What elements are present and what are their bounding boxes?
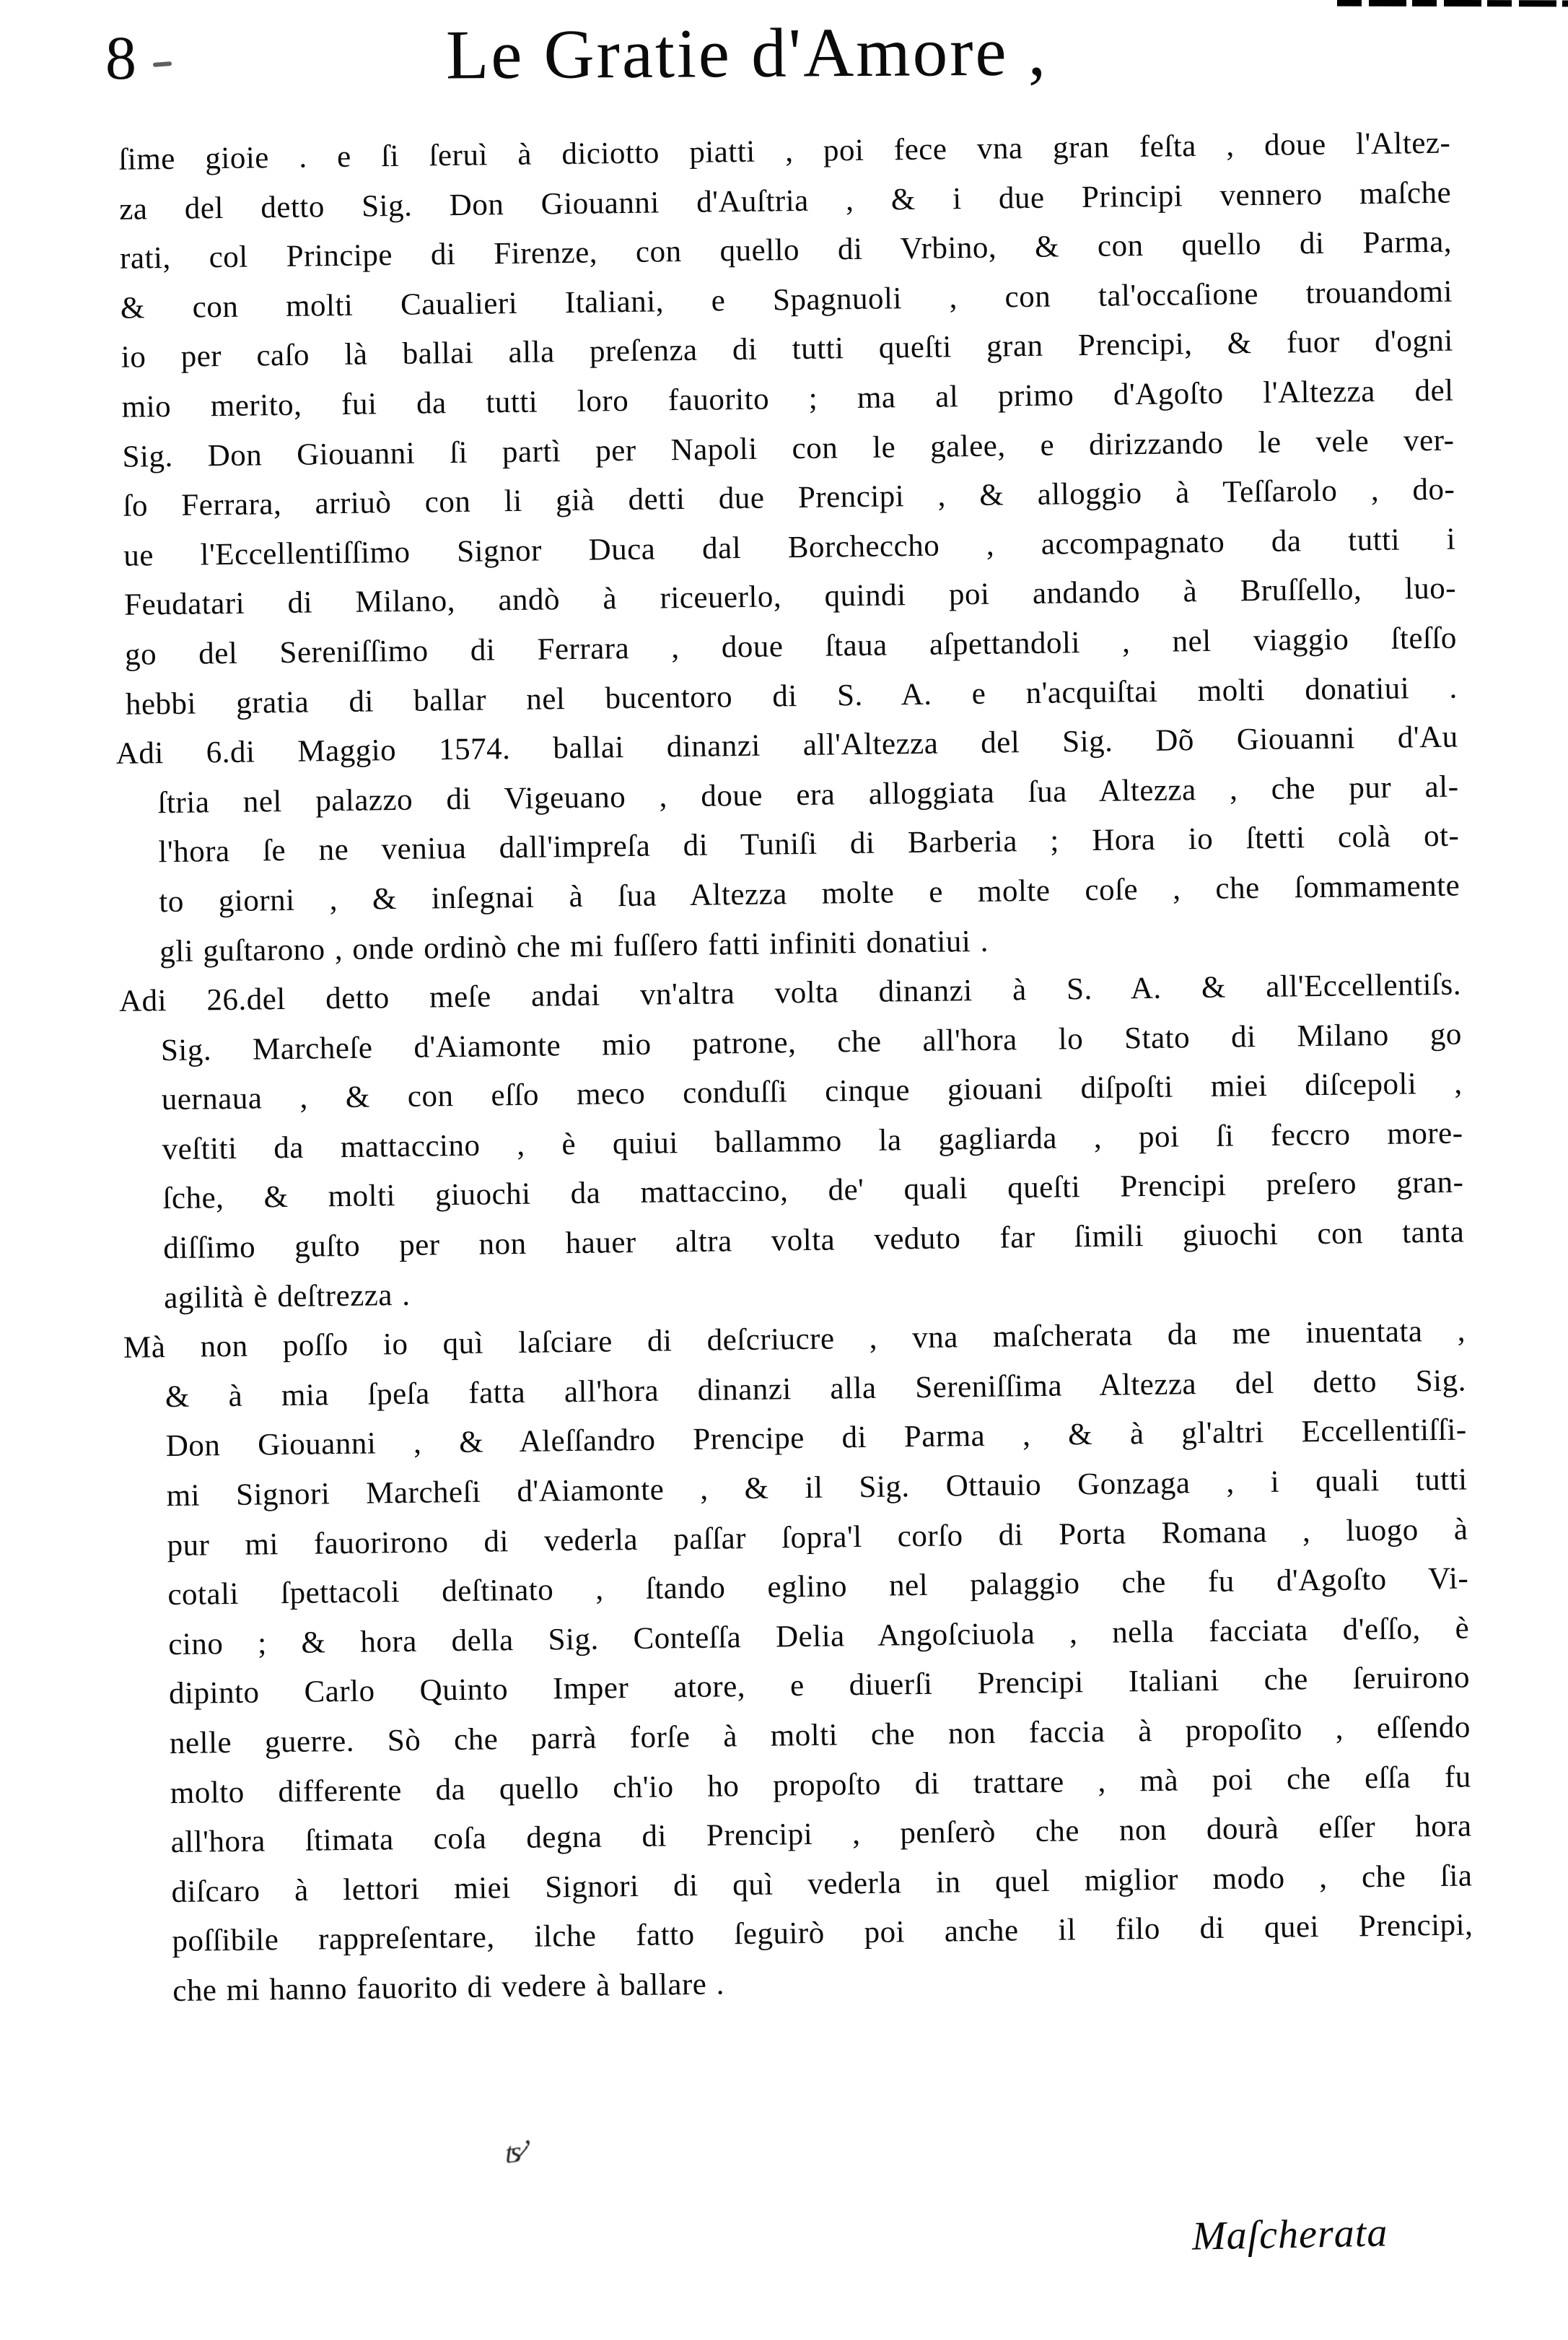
text-line: nelle guerre. Sò che parrà forſe à molti che non faccia à propoſito , eſſendo bbox=[169, 1710, 1471, 1761]
text-line: gli guſtarono , onde ordinò che mi fuſſero fatti infiniti donatiui . bbox=[159, 924, 989, 969]
text-line: hebbi gratia di ballar nel bucentoro di S. A. e n'acquiſtai molti donatiui . bbox=[125, 671, 1458, 722]
text-line: Sig. Marcheſe d'Aiamonte mio patrone, che all'hora lo Stato di Milano go bbox=[160, 1017, 1463, 1068]
text-line: Feudatari di Milano, andò à riceuerlo, quindi poi andando à Bruſſello, luo- bbox=[123, 571, 1457, 623]
text-line: ſtria nel palazzo di Vigeuano , doue era alloggiata ſua Altezza , che pur al- bbox=[157, 769, 1459, 820]
paragraph bbox=[108, 119, 1458, 730]
text-line: Adi 6.di Maggio 1574. ballai dinanzi all'Altezza del Sig. Dõ Giouanni d'Au bbox=[115, 720, 1458, 772]
text-line: veſtiti da mattaccino , è quiui ballammo la gagliarda , poi ſi feccro more- bbox=[162, 1116, 1463, 1167]
text-line: Adi 26.del detto meſe andai vn'altra volta dinanzi à S. A. & all'Eccellentiſs. bbox=[118, 967, 1462, 1018]
paragraph bbox=[123, 1307, 1474, 2017]
text-line: Sig. Don Giouanni ſi partì per Napoli con le galee, e dirizzando le vele ver- bbox=[122, 423, 1455, 474]
text-line: diſſimo guſto per non hauer altra volta veduto far ſimili giuochi con tanta bbox=[163, 1215, 1465, 1266]
text-line: l'hora ſe ne veniua dall'impreſa di Tuniſi di Barberia ; Hora io ſtetti colà ot- bbox=[158, 818, 1460, 870]
text-line: to giorni , & inſegnai à ſua Altezza molte e molte coſe , che ſommamente bbox=[159, 868, 1460, 920]
text-line: cotali ſpettacoli deſtinato , ſtando eglino nel palaggio che fu d'Agoſto Vi- bbox=[167, 1561, 1469, 1612]
text-line: dipinto Carlo Quinto Imper atore, e diuerſi Prencipi Italiani che ſeruirono bbox=[168, 1660, 1471, 1711]
text-line: cino ; & hora della Sig. Conteſſa Delia Angoſciuola , nella facciata d'eſſo, è bbox=[167, 1611, 1470, 1662]
text-line: mi Signori Marcheſi d'Aiamonte , & il Sig. Ottauio Gonzaga , i quali tutti bbox=[166, 1462, 1468, 1514]
text-line: & à mia ſpeſa fatta all'hora dinanzi alla Sereniſſima Altezza del detto Sig. bbox=[165, 1363, 1467, 1414]
text-line: Mà non poſſo io quì laſciare di deſcriucre , vna maſcherata da me inuentata , bbox=[123, 1314, 1466, 1366]
running-title: Le Gratie d'Amore , bbox=[445, 12, 1048, 94]
text-line: io per caſo là ballai alla preſenza di tutti queſti gran Prencipi, & fuor d'ogni bbox=[121, 323, 1454, 375]
catchword: Maſcherata bbox=[1191, 2210, 1388, 2259]
text-line: all'hora ſtimata coſa degna di Prencipi , penſerò che non dourà eſſer hora bbox=[170, 1809, 1472, 1860]
text-line: molto differente da quello ch'io ho propoſto di trattare , mà poi che eſſa fu bbox=[170, 1760, 1472, 1810]
text-line: za del detto Sig. Don Giouanni d'Auſtria , & i due Principi vennero maſche bbox=[118, 175, 1452, 227]
text-line: ſche, & molti giuochi da mattaccino, de' quali queſti Prencipi preſero gran- bbox=[162, 1165, 1464, 1216]
text-line: poſſibile rappreſentare, ilche fatto ſeguirò poi anche il filo di quei Prencipi, bbox=[172, 1908, 1473, 1959]
ink-smudge bbox=[504, 2129, 556, 2180]
body-text bbox=[108, 119, 1474, 2017]
text-line: ue l'Eccellentiſſimo Signor Duca dal Borcheccho , accompagnato da tutti i bbox=[123, 522, 1456, 573]
text-line: Don Giouanni , & Aleſſandro Prencipe di Parma , & à gl'altri Eccellentiſſi- bbox=[165, 1413, 1467, 1464]
text-line: mio merito, fui da tutti loro fauorito ; ma al primo d'Agoſto l'Altezza del bbox=[121, 373, 1454, 424]
text-line: go del Sereniſſimo di Ferrara , doue ſtaua aſpettandoli , nel viaggio ſteſſo bbox=[124, 621, 1458, 672]
scan-artifact-top-edge bbox=[1337, 0, 1568, 6]
text-line: pur mi fauorirono di vederla paſſar ſopra'l corſo di Porta Romana , luogo à bbox=[167, 1512, 1468, 1563]
text-line: & con molti Caualieri Italiani, e Spagnuoli , con tal'occaſione trouandomi bbox=[120, 274, 1453, 326]
text-line: ſo Ferrara, arriuò con li già detti due Prencipi , & alloggio à Teſſarolo , do- bbox=[123, 472, 1455, 523]
text-line: agilità è deſtrezza . bbox=[163, 1278, 411, 1315]
text-line: ſime gioie . e ſi ſeruì à diciotto piatti , poi fece vna gran feſta , doue l'Altez- bbox=[118, 126, 1451, 177]
text-line: uernaua , & con eſſo meco conduſſi cinque giouani diſpoſti miei diſcepoli , bbox=[161, 1066, 1463, 1117]
text-line: che mi hanno fauorito di vedere à ballare . bbox=[172, 1967, 725, 2009]
paragraph bbox=[119, 961, 1466, 1324]
text-line: rati, col Principe di Firenze, con quello di Vrbino, & con quello di Parma, bbox=[119, 224, 1453, 276]
paragraph bbox=[115, 713, 1460, 977]
text-line: diſcaro à lettori miei Signori di quì vederla in quel miglior modo , che ſia bbox=[171, 1859, 1473, 1909]
page-number: 8 bbox=[105, 23, 138, 92]
